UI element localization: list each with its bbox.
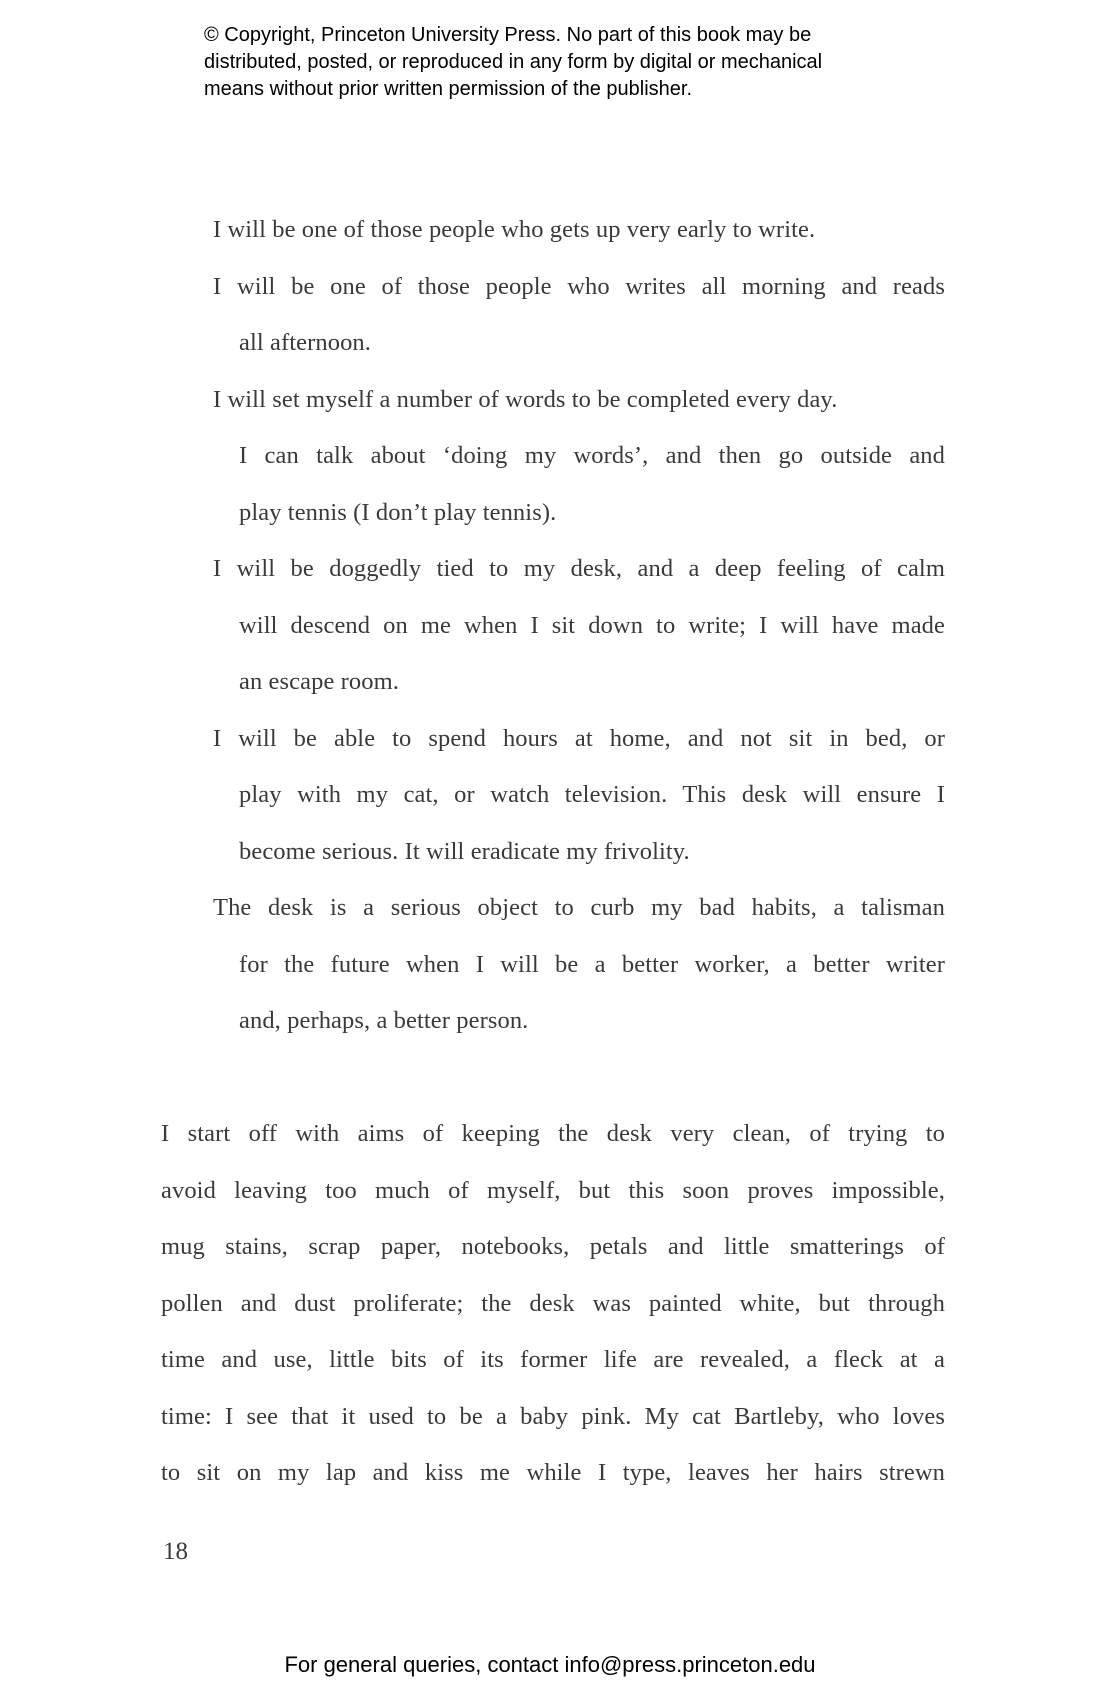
poem-line: will descend on me when I sit down to write; I will have made (239, 611, 945, 639)
paragraph-line: to sit on my lap and kiss me while I type, leaves her hairs strewn (161, 1459, 945, 1486)
poem-line: I can talk about ‘doing my words’, and then go outside and (239, 442, 945, 469)
copyright-line: distributed, posted, or reproduced in any form by digital or mechanical (204, 51, 823, 73)
poem-line: I will set myself a number of words to be completed every day. (213, 385, 838, 413)
poem-line: all afternoon. (239, 329, 372, 356)
paragraph-line: avoid leaving too much of myself, but this soon proves impossible, (161, 1176, 945, 1204)
poem-line: I will be one of those people who gets up very early to write. (213, 216, 816, 243)
poem-line: I will be doggedly tied to my desk, and a deep feeling of calm (213, 555, 945, 582)
poem-line: and, perhaps, a better person. (239, 1007, 529, 1034)
paragraph-line: mug stains, scrap paper, notebooks, petals and little smatterings of (161, 1233, 945, 1260)
poem-line: an escape room. (239, 668, 399, 695)
poem-line: I will be one of those people who writes all morning and reads (213, 272, 945, 300)
paragraph-line: I start off with aims of keeping the desk very clean, of trying to (161, 1120, 945, 1147)
copyright-notice (204, 22, 822, 103)
poem-line: The desk is a serious object to curb my bad habits, a talisman (213, 894, 945, 921)
poem-line: become serious. It will eradicate my frivolity. (239, 837, 690, 865)
copyright-line: © Copyright, Princeton University Press. No part of this book may be (204, 24, 812, 46)
footer-contact: For general queries, contact info@press.princeton.edu (284, 1652, 816, 1677)
page-body (161, 202, 945, 1502)
section-gap (161, 1050, 945, 1107)
page-number: 18 (163, 1538, 188, 1565)
paragraph-line: time: I see that it used to be a baby pink. My cat Bartleby, who loves (161, 1402, 945, 1430)
poem-line: play with my cat, or watch television. This desk will ensure I (239, 781, 945, 808)
poem-line: play tennis (I don’t play tennis). (239, 498, 557, 526)
poem-line: for the future when I will be a better worker, a better writer (239, 950, 945, 978)
poem-line: I will be able to spend hours at home, and not sit in bed, or (213, 724, 945, 752)
paragraph-line: time and use, little bits of its former life are revealed, a fleck at a (161, 1346, 945, 1373)
paragraph-line: pollen and dust proliferate; the desk was painted white, but through (161, 1289, 945, 1317)
copyright-line: means without prior written permission of the publisher. (204, 78, 693, 100)
